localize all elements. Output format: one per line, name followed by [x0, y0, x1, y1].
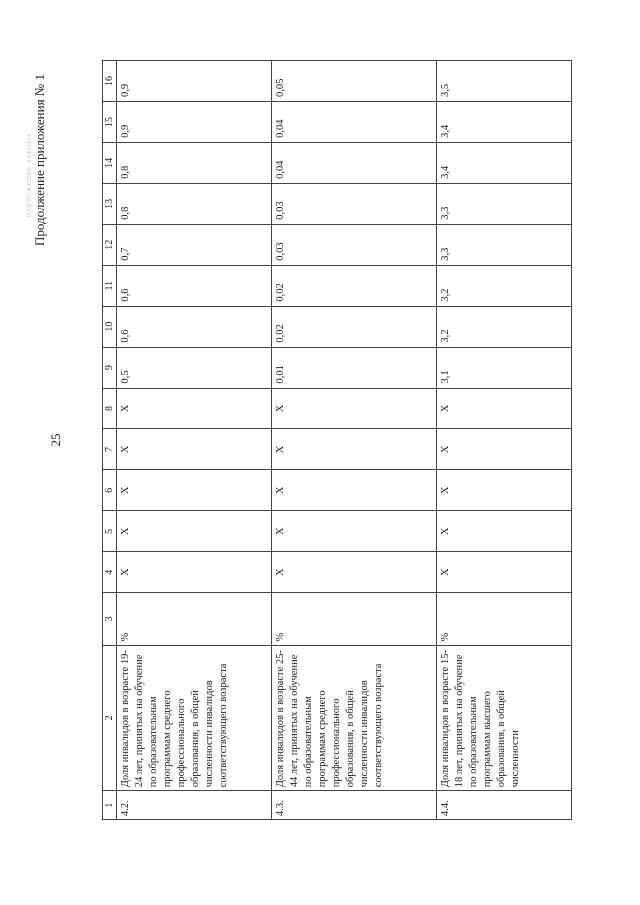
value-cell: 3,3	[437, 224, 572, 265]
value-cell: 3,3	[437, 183, 572, 224]
cross-cell: X	[437, 429, 572, 470]
rotated-table-container	[102, 60, 572, 820]
header-cell: 7	[103, 429, 117, 470]
value-cell: 3,4	[437, 142, 572, 183]
table-row	[117, 61, 272, 820]
header-row	[103, 61, 117, 820]
page-number: 25	[48, 433, 63, 447]
header-cell: 5	[103, 511, 117, 552]
cross-cell: X	[117, 470, 272, 511]
cross-cell: X	[117, 511, 272, 552]
cross-cell: X	[117, 552, 272, 593]
row-description: Доля инвалидов в возрасте 25-44 лет, принятых на обучение по образовательным программам среднего профессионального образования, в общей численности инвалидов соответствующего возраста	[272, 645, 437, 791]
value-cell: 0,03	[272, 224, 437, 265]
header-cell: 1	[103, 791, 117, 820]
header-cell: 15	[103, 101, 117, 142]
value-cell: 0,01	[272, 347, 437, 388]
value-cell: 0,03	[272, 183, 437, 224]
value-cell: 0,02	[272, 306, 437, 347]
cross-cell: X	[437, 388, 572, 429]
cross-cell: X	[272, 552, 437, 593]
header-cell: 2	[103, 645, 117, 791]
table-row	[437, 61, 572, 820]
cross-cell: X	[117, 429, 272, 470]
value-cell: 3,4	[437, 101, 572, 142]
value-cell: 0,02	[272, 265, 437, 306]
cross-cell: X	[272, 470, 437, 511]
value-cell: 0,5	[117, 347, 272, 388]
row-number: 4.3.	[272, 791, 437, 820]
indicator-table	[102, 60, 572, 820]
header-cell: 8	[103, 388, 117, 429]
header-cell: 6	[103, 470, 117, 511]
row-number: 4.4.	[437, 791, 572, 820]
row-unit: %	[272, 593, 437, 645]
value-cell: 0,04	[272, 101, 437, 142]
cross-cell: X	[437, 470, 572, 511]
value-cell: 0,6	[117, 265, 272, 306]
value-cell: 0,9	[117, 101, 272, 142]
row-unit: %	[437, 593, 572, 645]
value-cell: 0,9	[117, 61, 272, 102]
value-cell: 0,7	[117, 224, 272, 265]
header-cell: 13	[103, 183, 117, 224]
margin-stamp: ПРИЛОЖЕНИЕ ЗАКОНА	[27, 132, 33, 218]
row-number: 4.2.	[117, 791, 272, 820]
header-cell: 10	[103, 306, 117, 347]
value-cell: 3,2	[437, 265, 572, 306]
header-cell: 11	[103, 265, 117, 306]
value-cell: 0,6	[117, 306, 272, 347]
cross-cell: X	[272, 429, 437, 470]
row-description: Доля инвалидов в возрасте 15-18 лет, принятых на обучение по образовательным программам высшего образования, в общей численности	[437, 645, 572, 791]
header-cell: 3	[103, 593, 117, 645]
value-cell: 0,04	[272, 142, 437, 183]
row-description: Доля инвалидов в возрасте 19-24 лет, принятых на обучение по образовательным программам среднего профессионального образования, в общей численности инвалидов соответствующего возраста	[117, 645, 272, 791]
cross-cell: X	[117, 388, 272, 429]
value-cell: 3,5	[437, 61, 572, 102]
table-row	[272, 61, 437, 820]
cross-cell: X	[437, 511, 572, 552]
value-cell: 0,05	[272, 61, 437, 102]
cross-cell: X	[437, 552, 572, 593]
cross-cell: X	[272, 511, 437, 552]
value-cell: 0,8	[117, 142, 272, 183]
header-cell: 4	[103, 552, 117, 593]
value-cell: 3,2	[437, 306, 572, 347]
header-cell: 9	[103, 347, 117, 388]
header-cell: 16	[103, 61, 117, 102]
row-unit: %	[117, 593, 272, 645]
appendix-title: Продолжение приложения № 1	[32, 74, 47, 246]
value-cell: 0,8	[117, 183, 272, 224]
header-cell: 12	[103, 224, 117, 265]
header-cell: 14	[103, 142, 117, 183]
value-cell: 3,1	[437, 347, 572, 388]
cross-cell: X	[272, 388, 437, 429]
